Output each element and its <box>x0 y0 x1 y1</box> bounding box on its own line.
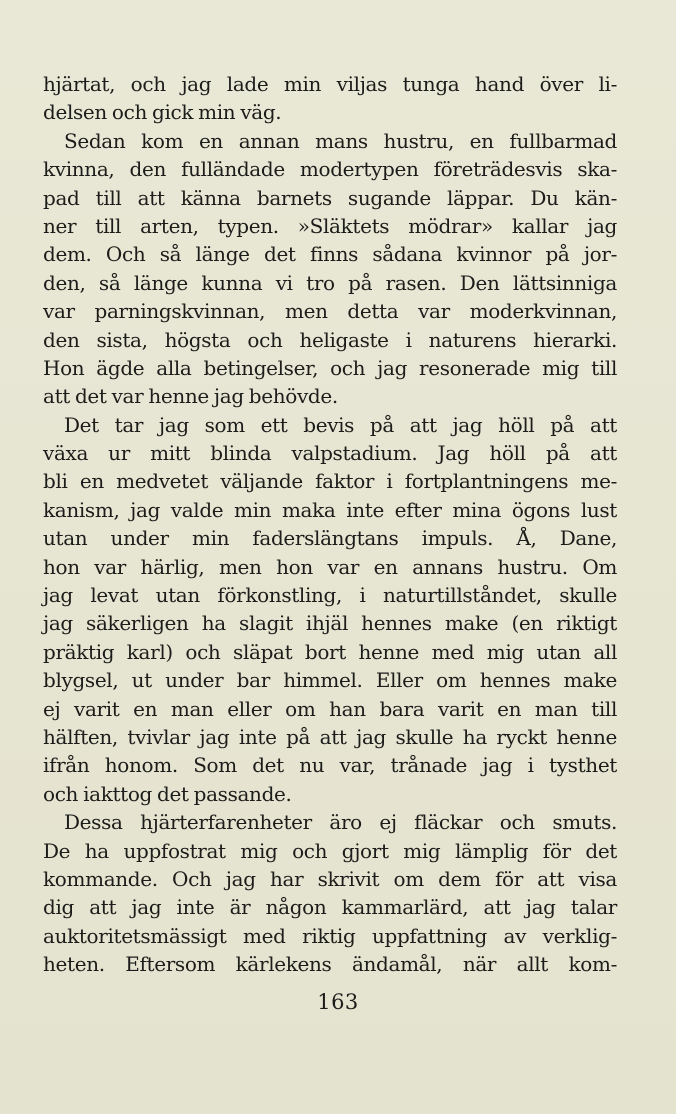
text-line: den, så länge kunna vi tro på rasen. Den lättsinniga <box>43 270 617 295</box>
page-number: 163 <box>317 990 359 1014</box>
body-text <box>43 70 617 979</box>
text-line: och iakttog det passande. <box>43 781 292 806</box>
text-line: hon var härlig, men hon var en annans hustru. Om <box>43 554 617 579</box>
text-line: växa ur mitt blinda valpstadium. Jag höll på att <box>43 441 617 466</box>
text-line: auktoritetsmässigt med riktig uppfattning av verklig- <box>43 923 617 948</box>
text-line: bli en medvetet väljande faktor i fortplantningens me- <box>43 469 617 494</box>
text-line: kommande. Och jag har skrivit om dem för att visa <box>43 866 617 891</box>
text-line: ifrån honom. Som det nu var, trånade jag i tysthet <box>43 753 617 778</box>
text-line: dem. Och så länge det finns sådana kvinnor på jor- <box>43 242 617 267</box>
text-line: blygsel, ut under bar himmel. Eller om hennes make <box>43 668 617 693</box>
text-line: delsen och gick min väg. <box>43 100 282 125</box>
text-line: hjärtat, och jag lade min viljas tunga hand över li- <box>43 72 617 96</box>
text-line: präktig karl) och släpat bort henne med mig utan all <box>43 639 617 664</box>
text-line: ej varit en man eller om han bara varit en man till <box>43 696 617 721</box>
text-line: Det tar jag som ett bevis på att jag höll på att <box>64 412 617 437</box>
text-line: De ha uppfostrat mig och gjort mig lämplig för det <box>43 838 617 863</box>
text-line: utan under min faderslängtans impuls. Å, Dane, <box>43 526 617 551</box>
text-line: jag säkerligen ha slagit ihjäl hennes make (en riktigt <box>43 611 617 636</box>
text-line: Hon ägde alla betingelser, och jag resonerade mig till <box>43 355 617 380</box>
text-line: ner till arten, typen. »Släktets mödrar» kallar jag <box>43 213 617 238</box>
text-line: var parningskvinnan, men detta var moderkvinnan, <box>43 299 617 324</box>
text-line: hälften, tvivlar jag inte på att jag skulle ha ryckt henne <box>43 724 617 749</box>
text-line: heten. Eftersom kärlekens ändamål, när allt kom- <box>43 952 617 977</box>
text-line: kanism, jag valde min maka inte efter mina ögons lust <box>43 497 617 522</box>
text-line: jag levat utan förkonstling, i naturtillståndet, skulle <box>43 583 617 608</box>
text-line: Sedan kom en annan mans hustru, en fullbarmad <box>64 128 617 153</box>
text-line: Dessa hjärterfarenheter äro ej fläckar och smuts. <box>64 810 617 835</box>
text-line: kvinna, den fulländade modertypen företrädesvis ska- <box>43 157 617 182</box>
text-line: dig att jag inte är någon kammarlärd, att jag talar <box>43 895 617 920</box>
text-line: pad till att känna barnets sugande läppar. Du kän- <box>43 185 617 210</box>
text-line: den sista, högsta och heligaste i naturens hierarki. <box>43 327 617 352</box>
text-line: att det var henne jag behövde. <box>43 384 338 409</box>
